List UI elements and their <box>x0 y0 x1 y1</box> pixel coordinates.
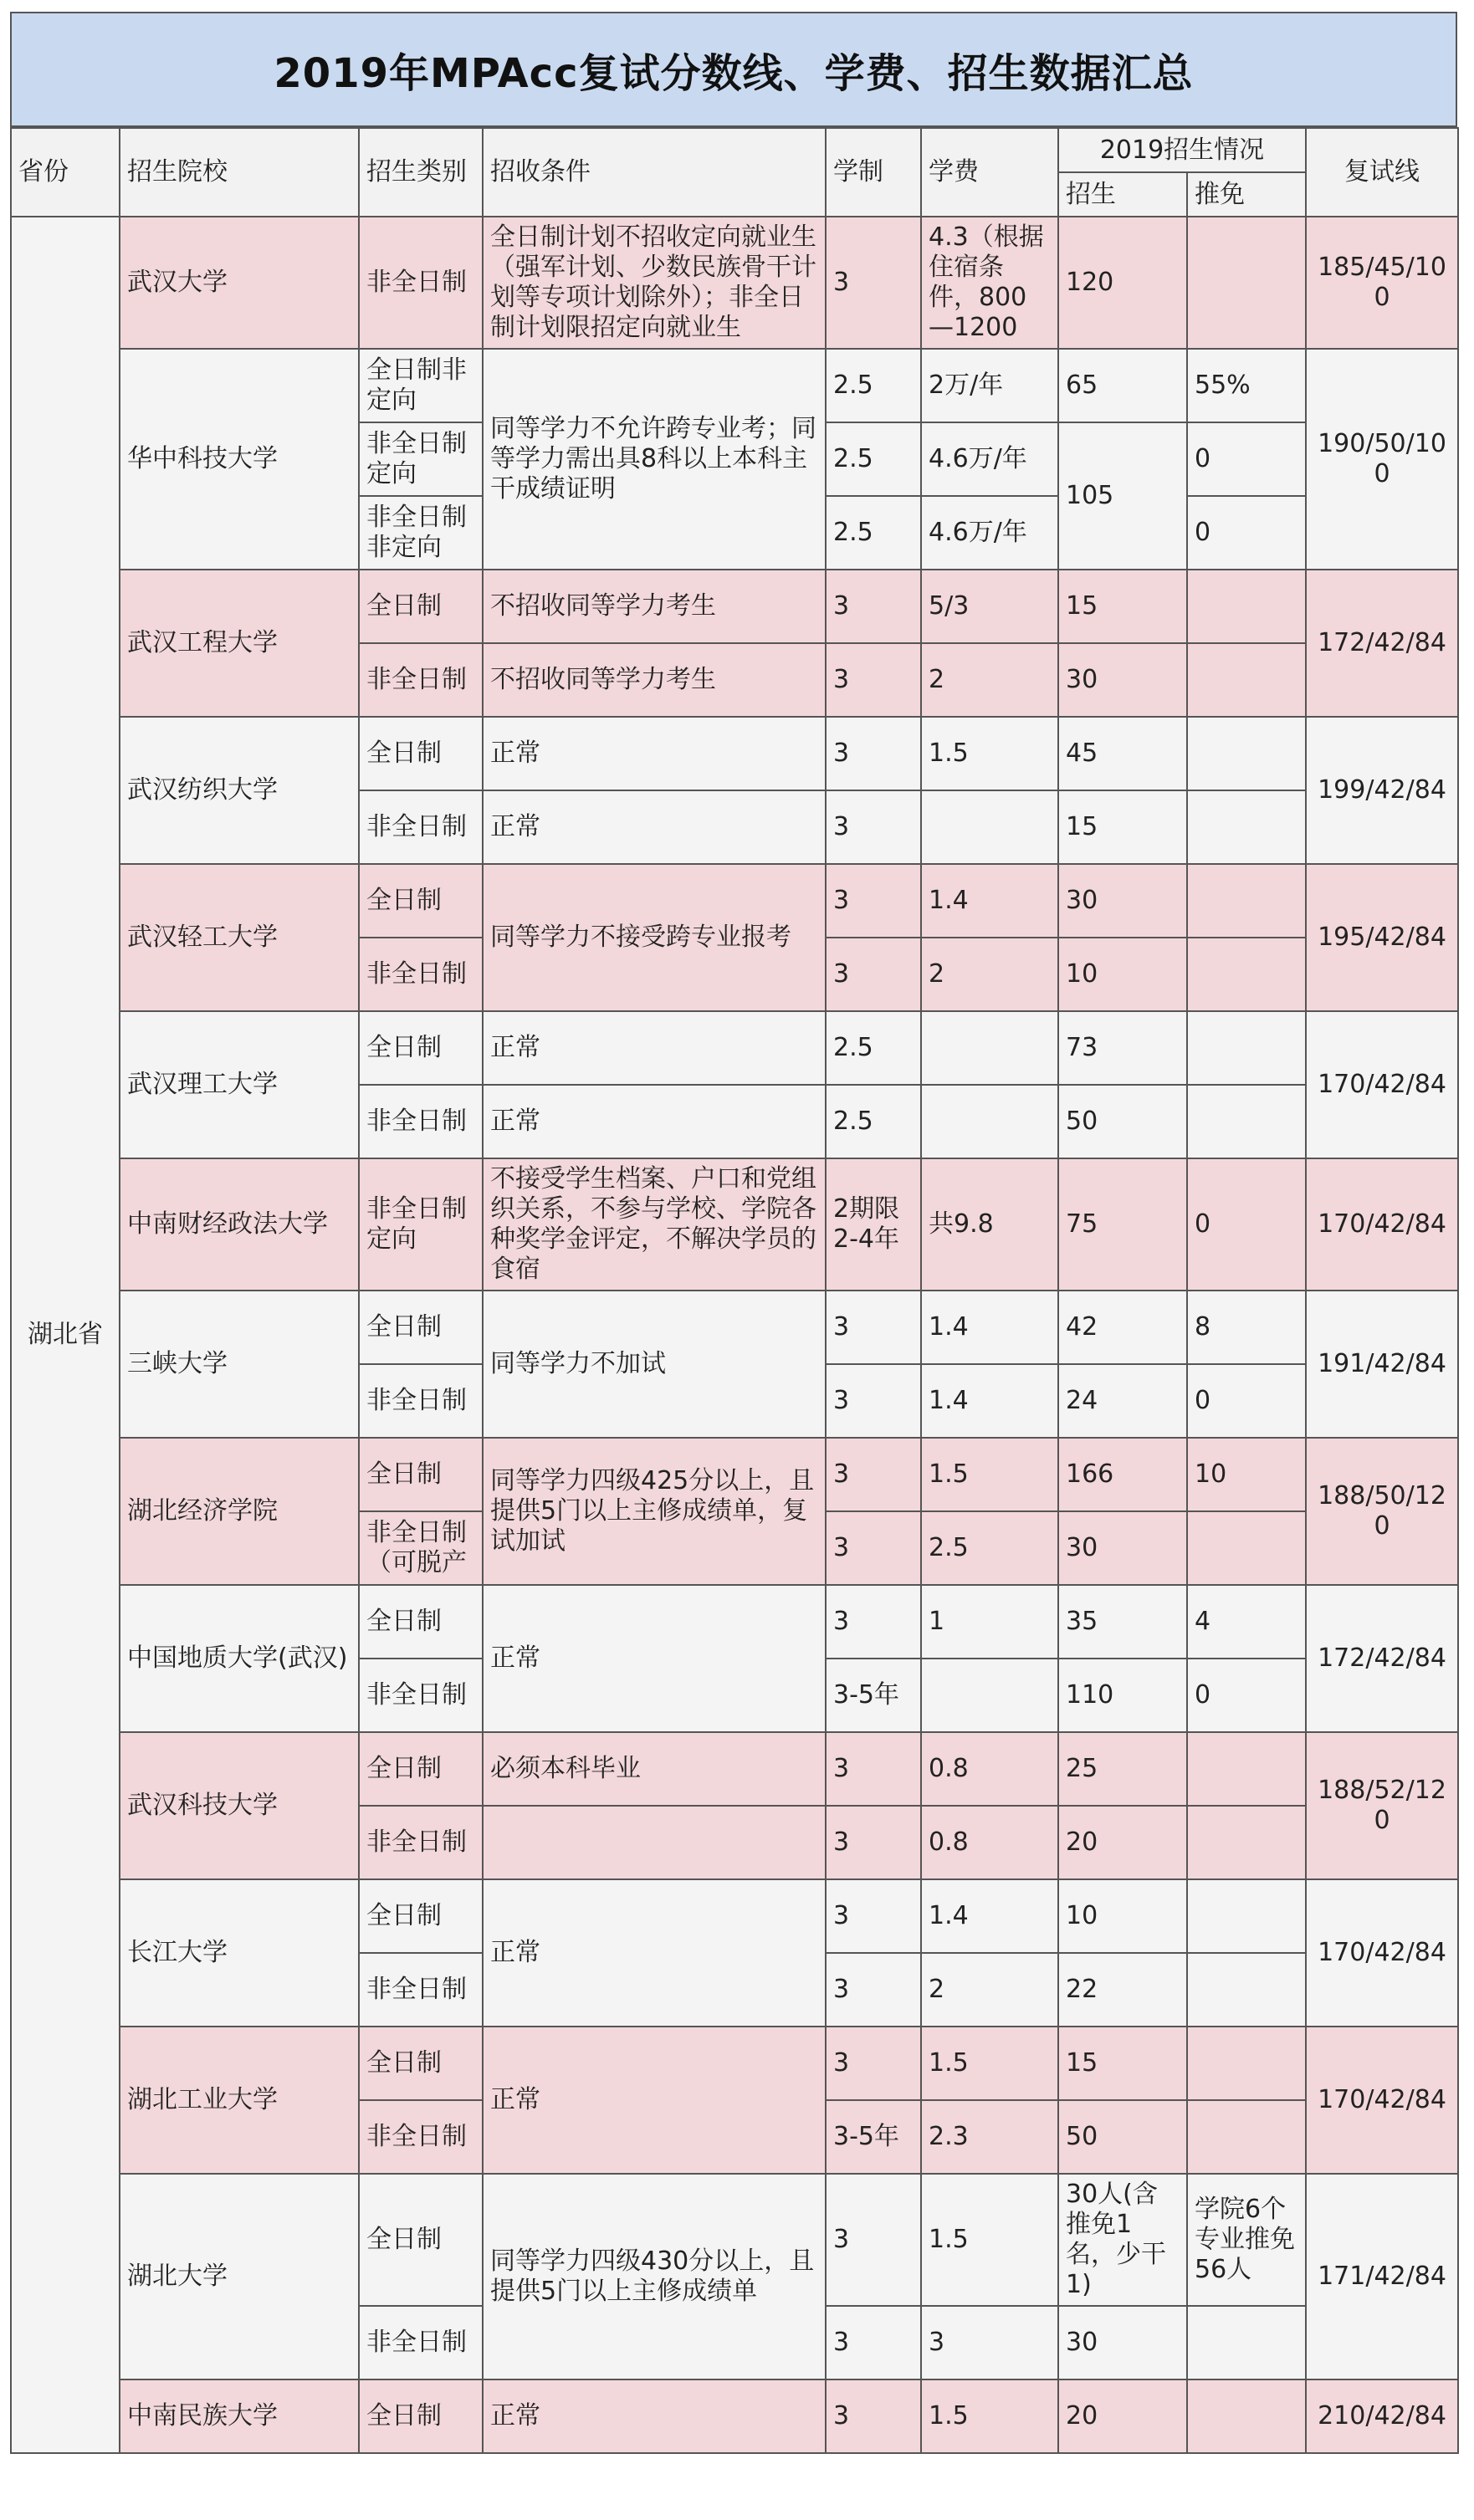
duration-cell: 3 <box>826 938 921 1011</box>
exempt-cell: 8 <box>1187 1291 1306 1364</box>
exempt-cell <box>1187 864 1306 938</box>
category-cell: 非全日制（可脱产 <box>359 1511 483 1585</box>
enroll-cell: 10 <box>1058 938 1187 1011</box>
enroll-cell: 10 <box>1058 1879 1187 1953</box>
duration-cell: 3 <box>826 2379 921 2453</box>
enroll-cell: 24 <box>1058 1364 1187 1438</box>
enroll-cell: 15 <box>1058 790 1187 864</box>
duration-cell: 3 <box>826 1438 921 1511</box>
conditions-cell: 不接受学生档案、户口和党组织关系，不参与学校、学院各种奖学金评定，不解决学员的食宿 <box>483 1158 826 1291</box>
table-row <box>11 349 1458 422</box>
tuition-cell: 1.4 <box>921 1291 1058 1364</box>
school-name: 中国地质大学(武汉) <box>120 1585 359 1732</box>
enroll-cell: 73 <box>1058 1011 1187 1085</box>
cutoff-cell: 172/42/84 <box>1306 570 1458 717</box>
category-cell: 非全日制 <box>359 790 483 864</box>
cutoff-cell: 195/42/84 <box>1306 864 1458 1011</box>
admission-table <box>10 127 1459 2454</box>
conditions-cell: 正常 <box>483 1879 826 2027</box>
duration-cell: 3 <box>826 2027 921 2100</box>
conditions-cell: 不招收同等学力考生 <box>483 643 826 717</box>
header-school: 招生院校 <box>120 128 359 217</box>
category-cell: 非全日制 <box>359 643 483 717</box>
category-cell: 全日制 <box>359 1879 483 1953</box>
category-cell: 全日制 <box>359 717 483 790</box>
category-cell: 全日制 <box>359 2027 483 2100</box>
school-name: 武汉理工大学 <box>120 1011 359 1158</box>
duration-cell: 3 <box>826 1585 921 1659</box>
conditions-cell: 同等学力不接受跨专业报考 <box>483 864 826 1011</box>
header-cutoff: 复试线 <box>1306 128 1458 217</box>
exempt-cell <box>1187 717 1306 790</box>
exempt-cell <box>1187 1511 1306 1585</box>
table-row <box>11 1011 1458 1085</box>
cutoff-cell: 185/45/100 <box>1306 217 1458 349</box>
category-cell: 非全日制 <box>359 1085 483 1158</box>
duration-cell: 3 <box>826 1511 921 1585</box>
conditions-cell: 正常 <box>483 1011 826 1085</box>
table-row <box>11 217 1458 349</box>
tuition-cell <box>921 1085 1058 1158</box>
header-enroll-group: 2019招生情况 <box>1058 128 1306 172</box>
tuition-cell: 1.5 <box>921 2379 1058 2453</box>
tuition-cell: 2 <box>921 643 1058 717</box>
cutoff-cell: 190/50/100 <box>1306 349 1458 570</box>
school-name: 武汉轻工大学 <box>120 864 359 1011</box>
tuition-cell: 1 <box>921 1585 1058 1659</box>
category-cell: 非全日制 <box>359 1659 483 1732</box>
duration-cell: 3 <box>826 1806 921 1879</box>
school-name: 武汉大学 <box>120 217 359 349</box>
cutoff-cell: 191/42/84 <box>1306 1291 1458 1438</box>
school-name: 湖北大学 <box>120 2174 359 2379</box>
category-cell: 全日制 <box>359 1585 483 1659</box>
tuition-cell: 1.5 <box>921 2174 1058 2306</box>
exempt-cell <box>1187 2379 1306 2453</box>
enroll-cell: 105 <box>1058 422 1187 570</box>
enroll-cell: 30 <box>1058 643 1187 717</box>
category-cell: 全日制 <box>359 1732 483 1806</box>
cutoff-cell: 170/42/84 <box>1306 1158 1458 1291</box>
enroll-cell: 30人(含推免1名，少干1) <box>1058 2174 1187 2306</box>
school-name: 湖北经济学院 <box>120 1438 359 1585</box>
exempt-cell <box>1187 1806 1306 1879</box>
table-row <box>11 717 1458 790</box>
table-row <box>11 1732 1458 1806</box>
table-row <box>11 1291 1458 1364</box>
table-row <box>11 864 1458 938</box>
category-cell: 非全日制 <box>359 1953 483 2027</box>
tuition-cell: 1.4 <box>921 864 1058 938</box>
category-cell: 全日制 <box>359 1291 483 1364</box>
cutoff-cell: 170/42/84 <box>1306 1879 1458 2027</box>
conditions-cell: 同等学力四级430分以上，且提供5门以上主修成绩单 <box>483 2174 826 2379</box>
conditions-cell: 正常 <box>483 2027 826 2174</box>
conditions-cell: 不招收同等学力考生 <box>483 570 826 643</box>
tuition-cell <box>921 1659 1058 1732</box>
enroll-cell: 110 <box>1058 1659 1187 1732</box>
exempt-cell: 55% <box>1187 349 1306 422</box>
header-province: 省份 <box>11 128 120 217</box>
duration-cell: 3 <box>826 1364 921 1438</box>
exempt-cell <box>1187 2100 1306 2174</box>
page-title: 2019年MPAcc复试分数线、学费、招生数据汇总 <box>274 49 1194 97</box>
duration-cell: 3-5年 <box>826 2100 921 2174</box>
school-name: 长江大学 <box>120 1879 359 2027</box>
school-name: 中南财经政法大学 <box>120 1158 359 1291</box>
school-name: 华中科技大学 <box>120 349 359 570</box>
exempt-cell: 0 <box>1187 1659 1306 1732</box>
tuition-cell: 0.8 <box>921 1806 1058 1879</box>
header-enroll: 招生 <box>1058 172 1187 217</box>
exempt-cell: 0 <box>1187 1158 1306 1291</box>
exempt-cell <box>1187 643 1306 717</box>
exempt-cell <box>1187 790 1306 864</box>
tuition-cell: 4.6万/年 <box>921 496 1058 570</box>
enroll-cell: 35 <box>1058 1585 1187 1659</box>
header-category: 招生类别 <box>359 128 483 217</box>
duration-cell: 3 <box>826 1732 921 1806</box>
duration-cell: 3 <box>826 570 921 643</box>
exempt-cell <box>1187 938 1306 1011</box>
duration-cell: 3 <box>826 2306 921 2379</box>
category-cell: 全日制 <box>359 864 483 938</box>
enroll-cell: 50 <box>1058 2100 1187 2174</box>
cutoff-cell: 172/42/84 <box>1306 1585 1458 1732</box>
header-conditions: 招收条件 <box>483 128 826 217</box>
table-row <box>11 1438 1458 1511</box>
exempt-cell <box>1187 1011 1306 1085</box>
exempt-cell <box>1187 1953 1306 2027</box>
exempt-cell <box>1187 2306 1306 2379</box>
tuition-cell: 1.4 <box>921 1879 1058 1953</box>
table-row <box>11 570 1458 643</box>
duration-cell: 2.5 <box>826 1085 921 1158</box>
tuition-cell <box>921 1011 1058 1085</box>
duration-cell: 2.5 <box>826 1011 921 1085</box>
cutoff-cell: 171/42/84 <box>1306 2174 1458 2379</box>
exempt-cell: 0 <box>1187 422 1306 496</box>
enroll-cell: 20 <box>1058 1806 1187 1879</box>
category-cell: 非全日制 <box>359 2100 483 2174</box>
exempt-cell: 学院6个专业推免56人 <box>1187 2174 1306 2306</box>
duration-cell: 3 <box>826 643 921 717</box>
conditions-cell: 正常 <box>483 1585 826 1732</box>
table-row <box>11 2379 1458 2453</box>
exempt-cell: 0 <box>1187 496 1306 570</box>
summary-sheet <box>10 12 1457 2508</box>
category-cell: 非全日制 <box>359 1364 483 1438</box>
duration-cell: 2.5 <box>826 496 921 570</box>
tuition-cell: 2.3 <box>921 2100 1058 2174</box>
cutoff-cell: 170/42/84 <box>1306 2027 1458 2174</box>
cutoff-cell: 170/42/84 <box>1306 1011 1458 1158</box>
category-cell: 全日制 <box>359 2174 483 2306</box>
tuition-cell: 0.8 <box>921 1732 1058 1806</box>
tuition-cell: 5/3 <box>921 570 1058 643</box>
category-cell: 非全日制 <box>359 938 483 1011</box>
tuition-cell: 1.4 <box>921 1364 1058 1438</box>
school-name: 武汉纺织大学 <box>120 717 359 864</box>
exempt-cell <box>1187 1879 1306 1953</box>
conditions-cell <box>483 1806 826 1879</box>
enroll-cell: 65 <box>1058 349 1187 422</box>
enroll-cell: 30 <box>1058 2306 1187 2379</box>
tuition-cell: 1.5 <box>921 1438 1058 1511</box>
category-cell: 全日制非定向 <box>359 349 483 422</box>
duration-cell: 3-5年 <box>826 1659 921 1732</box>
header-tuition: 学费 <box>921 128 1058 217</box>
enroll-cell: 75 <box>1058 1158 1187 1291</box>
school-name: 武汉工程大学 <box>120 570 359 717</box>
conditions-cell: 正常 <box>483 1085 826 1158</box>
cutoff-cell: 199/42/84 <box>1306 717 1458 864</box>
tuition-cell: 4.3（根据住宿条件，800—1200 <box>921 217 1058 349</box>
conditions-cell: 正常 <box>483 2379 826 2453</box>
tuition-cell: 3 <box>921 2306 1058 2379</box>
category-cell: 非全日制 <box>359 2306 483 2379</box>
tuition-cell: 2 <box>921 1953 1058 2027</box>
duration-cell: 2.5 <box>826 349 921 422</box>
school-name: 湖北工业大学 <box>120 2027 359 2174</box>
enroll-cell: 25 <box>1058 1732 1187 1806</box>
header-duration: 学制 <box>826 128 921 217</box>
exempt-cell: 0 <box>1187 1364 1306 1438</box>
tuition-cell <box>921 790 1058 864</box>
tuition-cell: 共9.8 <box>921 1158 1058 1291</box>
conditions-cell: 同等学力不加试 <box>483 1291 826 1438</box>
enroll-cell: 15 <box>1058 570 1187 643</box>
header-row-1 <box>11 128 1458 172</box>
category-cell: 全日制 <box>359 570 483 643</box>
enroll-cell: 22 <box>1058 1953 1187 2027</box>
conditions-cell: 全日制计划不招收定向就业生（强军计划、少数民族骨干计划等专项计划除外）；非全日制计划限招定向就业生 <box>483 217 826 349</box>
cutoff-cell: 188/50/120 <box>1306 1438 1458 1585</box>
title-banner <box>10 12 1457 127</box>
duration-cell: 3 <box>826 1953 921 2027</box>
duration-cell: 3 <box>826 2174 921 2306</box>
enroll-cell: 166 <box>1058 1438 1187 1511</box>
enroll-cell: 15 <box>1058 2027 1187 2100</box>
category-cell: 非全日制 <box>359 1806 483 1879</box>
duration-cell: 3 <box>826 217 921 349</box>
tuition-cell: 2万/年 <box>921 349 1058 422</box>
duration-cell: 2期限2-4年 <box>826 1158 921 1291</box>
school-name: 中南民族大学 <box>120 2379 359 2453</box>
enroll-cell: 30 <box>1058 1511 1187 1585</box>
enroll-cell: 30 <box>1058 864 1187 938</box>
tuition-cell: 2 <box>921 938 1058 1011</box>
enroll-cell: 20 <box>1058 2379 1187 2453</box>
cutoff-cell: 210/42/84 <box>1306 2379 1458 2453</box>
conditions-cell: 同等学力四级425分以上，且提供5门以上主修成绩单，复试加试 <box>483 1438 826 1585</box>
table-row <box>11 2027 1458 2100</box>
exempt-cell <box>1187 1085 1306 1158</box>
conditions-cell: 正常 <box>483 790 826 864</box>
tuition-cell: 1.5 <box>921 2027 1058 2100</box>
duration-cell: 2.5 <box>826 422 921 496</box>
tuition-cell: 4.6万/年 <box>921 422 1058 496</box>
category-cell: 全日制 <box>359 1011 483 1085</box>
exempt-cell <box>1187 217 1306 349</box>
duration-cell: 3 <box>826 1879 921 1953</box>
duration-cell: 3 <box>826 790 921 864</box>
duration-cell: 3 <box>826 864 921 938</box>
enroll-cell: 45 <box>1058 717 1187 790</box>
table-row <box>11 1585 1458 1659</box>
conditions-cell: 同等学力不允许跨专业考；同等学力需出具8科以上本科主干成绩证明 <box>483 349 826 570</box>
category-cell: 全日制 <box>359 2379 483 2453</box>
category-cell: 非全日制非定向 <box>359 496 483 570</box>
exempt-cell <box>1187 570 1306 643</box>
table-row <box>11 2174 1458 2306</box>
enroll-cell: 42 <box>1058 1291 1187 1364</box>
conditions-cell: 必须本科毕业 <box>483 1732 826 1806</box>
exempt-cell: 4 <box>1187 1585 1306 1659</box>
header-exempt: 推免 <box>1187 172 1306 217</box>
table-row <box>11 1879 1458 1953</box>
exempt-cell: 10 <box>1187 1438 1306 1511</box>
duration-cell: 3 <box>826 1291 921 1364</box>
tuition-cell: 1.5 <box>921 717 1058 790</box>
category-cell: 非全日制定向 <box>359 422 483 496</box>
province-cell: 湖北省 <box>11 217 120 2453</box>
category-cell: 非全日制定向 <box>359 1158 483 1291</box>
tuition-cell: 2.5 <box>921 1511 1058 1585</box>
enroll-cell: 120 <box>1058 217 1187 349</box>
conditions-cell: 正常 <box>483 717 826 790</box>
table-row <box>11 1158 1458 1291</box>
enroll-cell: 50 <box>1058 1085 1187 1158</box>
school-name: 三峡大学 <box>120 1291 359 1438</box>
exempt-cell <box>1187 1732 1306 1806</box>
exempt-cell <box>1187 2027 1306 2100</box>
school-name: 武汉科技大学 <box>120 1732 359 1879</box>
duration-cell: 3 <box>826 717 921 790</box>
cutoff-cell: 188/52/120 <box>1306 1732 1458 1879</box>
category-cell: 全日制 <box>359 1438 483 1511</box>
category-cell: 非全日制 <box>359 217 483 349</box>
